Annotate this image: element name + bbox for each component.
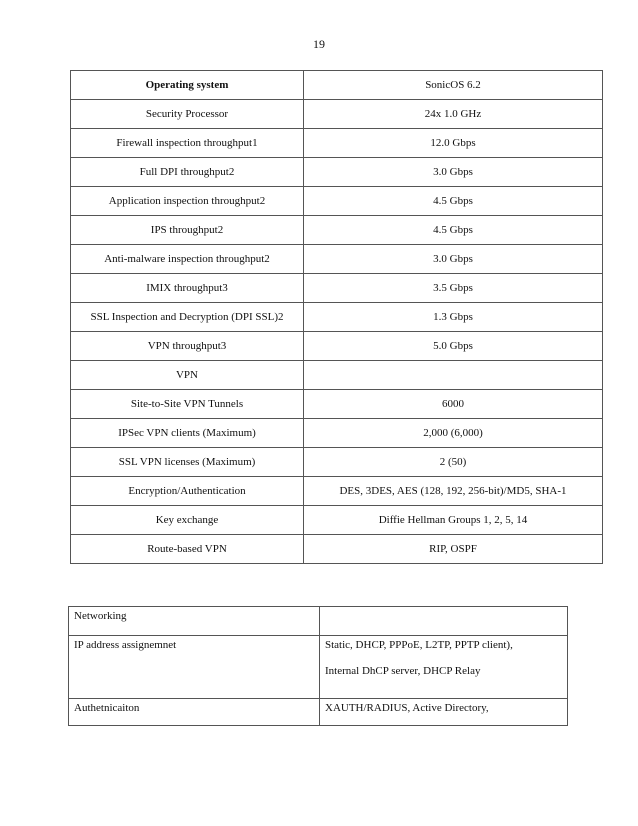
spec-value-cell: 4.5 Gbps (304, 216, 603, 245)
networking-label-cell: Networking (69, 607, 320, 636)
spec-label-cell: Encryption/Authentication (71, 477, 304, 506)
networking-label-cell: Authetnicaiton (69, 699, 320, 726)
spec-row (71, 332, 603, 361)
spec-value-cell: 24x 1.0 GHz (304, 100, 603, 129)
spec-label-cell: SSL Inspection and Decryption (DPI SSL)2 (71, 303, 304, 332)
spec-label-cell: Site-to-Site VPN Tunnels (71, 390, 304, 419)
spec-row (71, 100, 603, 129)
spec-row (71, 158, 603, 187)
networking-value-cell (320, 636, 568, 699)
spec-row (71, 274, 603, 303)
spec-value-cell: 3.0 Gbps (304, 158, 603, 187)
spec-value-cell: Diffie Hellman Groups 1, 2, 5, 14 (304, 506, 603, 535)
spec-value-cell: 2 (50) (304, 448, 603, 477)
networking-value-text: Static, DHCP, PPPoE, L2TP, PPTP client), (325, 639, 513, 651)
spec-row (71, 187, 603, 216)
spec-row (71, 71, 603, 100)
spec-row (71, 216, 603, 245)
spec-label-cell: VPN throughput3 (71, 332, 304, 361)
spec-value-cell: 5.0 Gbps (304, 332, 603, 361)
spec-label-cell: IPSec VPN clients (Maximum) (71, 419, 304, 448)
spec-value-cell: 3.5 Gbps (304, 274, 603, 303)
spec-label-cell: SSL VPN licenses (Maximum) (71, 448, 304, 477)
networking-value-cell (320, 607, 568, 636)
spec-label-cell: Operating system (71, 71, 304, 100)
spec-label-cell: Application inspection throughput2 (71, 187, 304, 216)
spec-label-cell: Firewall inspection throughput1 (71, 129, 304, 158)
spec-value-cell (304, 361, 603, 390)
networking-row (69, 699, 568, 726)
spec-value-cell: 1.3 Gbps (304, 303, 603, 332)
specifications-table (70, 70, 603, 564)
spec-row (71, 361, 603, 390)
spec-row (71, 245, 603, 274)
spec-row (71, 419, 603, 448)
spec-value-cell: 12.0 Gbps (304, 129, 603, 158)
spec-label-cell: Key exchange (71, 506, 304, 535)
spec-value-cell: 3.0 Gbps (304, 245, 603, 274)
spec-row (71, 448, 603, 477)
spec-label-cell: VPN (71, 361, 304, 390)
spec-row (71, 535, 603, 564)
spec-label-cell: IPS throughput2 (71, 216, 304, 245)
spec-label-cell: Anti-malware inspection throughput2 (71, 245, 304, 274)
page-number: 19 (313, 37, 325, 51)
spec-row (71, 390, 603, 419)
spec-row (71, 477, 603, 506)
spec-label-cell: Security Processor (71, 100, 304, 129)
networking-value-text-line2: Internal DhCP server, DHCP Relay (325, 665, 481, 677)
spec-value-cell: SonicOS 6.2 (304, 71, 603, 100)
spec-label-cell: Route-based VPN (71, 535, 304, 564)
spec-value-cell: 6000 (304, 390, 603, 419)
networking-row (69, 636, 568, 699)
spec-value-cell: 4.5 Gbps (304, 187, 603, 216)
spec-row (71, 129, 603, 158)
spec-row (71, 506, 603, 535)
spec-label-cell: Full DPI throughput2 (71, 158, 304, 187)
networking-label-cell: IP address assignemnet (69, 636, 320, 699)
networking-value-text: XAUTH/RADIUS, Active Directory, (325, 702, 489, 714)
networking-table (68, 606, 568, 726)
networking-value-cell (320, 699, 568, 726)
spec-value-cell: DES, 3DES, AES (128, 192, 256-bit)/MD5, SHA-1 (304, 477, 603, 506)
spec-row (71, 303, 603, 332)
spec-label-cell: IMIX throughput3 (71, 274, 304, 303)
spec-value-cell: 2,000 (6,000) (304, 419, 603, 448)
spec-value-cell: RIP, OSPF (304, 535, 603, 564)
networking-row (69, 607, 568, 636)
